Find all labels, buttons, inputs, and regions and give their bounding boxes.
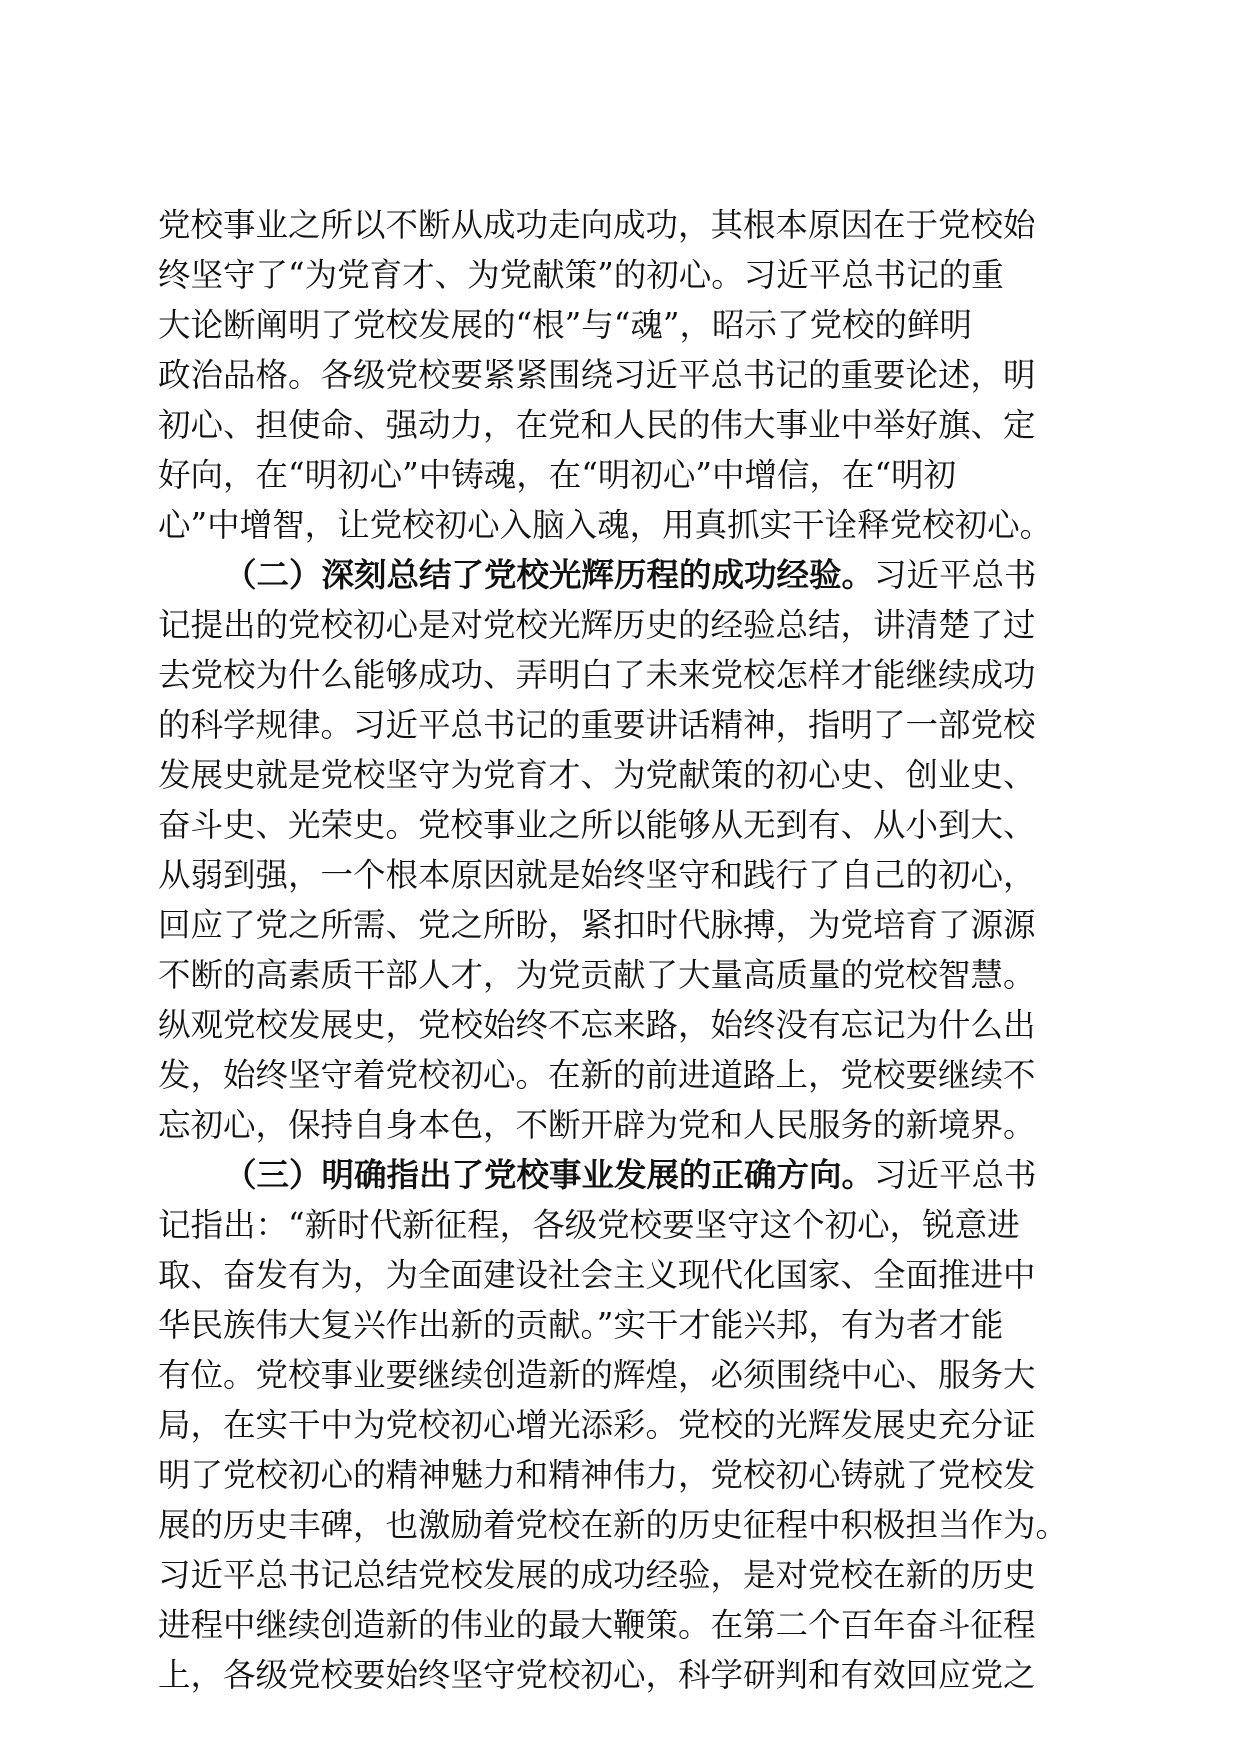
text-line: 取、奋发有为，为全面建设社会主义现代化国家、全面推进中 (158, 1256, 1036, 1294)
text-run: 习近平总书 (874, 556, 1037, 594)
text-line: 纵观党校发展史，党校始终不忘来路，始终没有忘记为什么出 (158, 1006, 1036, 1044)
text-line: 有位。党校事业要继续创造新的辉煌，必须围绕中心、服务大 (158, 1356, 1036, 1394)
paragraph-first-line (158, 550, 1098, 600)
text-line: 展的历史丰碑，也激励着党校在新的历史征程中积极担当作为。 (158, 1506, 1069, 1544)
document-body (158, 200, 1098, 1700)
text-run: 习近平总书 (874, 1156, 1037, 1194)
text-line: 奋斗史、光荣史。党校事业之所以能够从无到有、从小到大、 (158, 806, 1036, 844)
text-line: 记指出：“新时代新征程，各级党校要坚守这个初心，锐意进 (158, 1206, 1020, 1244)
text-line: 记提出的党校初心是对党校光辉历史的经验总结，讲清楚了过 (158, 606, 1036, 644)
text-line: 好向，在“明初心”中铸魂，在“明初心”中增信，在“明初 (158, 456, 957, 494)
text-line: 从弱到强，一个根本原因就是始终坚守和践行了自己的初心， (158, 856, 1036, 894)
text-line: 忘初心，保持自身本色，不断开辟为党和人民服务的新境界。 (158, 1106, 1036, 1144)
text-line: 明了党校初心的精神魅力和精神伟力，党校初心铸就了党校发 (158, 1456, 1036, 1494)
text-line: 大论断阐明了党校发展的“根”与“魂”，昭示了党校的鲜明 (158, 306, 972, 344)
text-line: 的科学规律。习近平总书记的重要讲话精神，指明了一部党校 (158, 706, 1036, 744)
text-line: 习近平总书记总结党校发展的成功经验，是对党校在新的历史 (158, 1556, 1036, 1594)
text-line: 去党校为什么能够成功、弄明白了未来党校怎样才能继续成功 (158, 656, 1036, 694)
text-line: 初心、担使命、强动力，在党和人民的伟大事业中举好旗、定 (158, 406, 1036, 444)
text-line: 心”中增智，让党校初心入脑入魂，用真抓实干诠释党校初心。 (158, 506, 1053, 544)
text-line: 发，始终坚守着党校初心。在新的前进道路上，党校要继续不 (158, 1056, 1036, 1094)
text-line: 政治品格。各级党校要紧紧围绕习近平总书记的重要论述，明 (158, 356, 1036, 394)
paragraph (158, 1150, 1098, 1700)
text-line: 上，各级党校要始终坚守党校初心，科学研判和有效回应党之 (158, 1656, 1036, 1694)
text-line: 党校事业之所以不断从成功走向成功，其根本原因在于党校始 (158, 206, 1036, 244)
text-line: 回应了党之所需、党之所盼，紧扣时代脉搏，为党培育了源源 (158, 906, 1036, 944)
text-line: 进程中继续创造新的伟业的最大鞭策。在第二个百年奋斗征程 (158, 1606, 1036, 1644)
paragraph (158, 200, 1098, 550)
paragraph (158, 550, 1098, 1150)
section-heading: （二）深刻总结了党校光辉历程的成功经验。 (224, 555, 875, 594)
section-heading: （三）明确指出了党校事业发展的正确方向。 (224, 1155, 875, 1194)
text-line: 局，在实干中为党校初心增光添彩。党校的光辉发展史充分证 (158, 1406, 1036, 1444)
text-line: 不断的高素质干部人才，为党贡献了大量高质量的党校智慧。 (158, 956, 1036, 994)
text-line: 终坚守了“为党育才、为党献策”的初心。习近平总书记的重 (158, 256, 1004, 294)
text-line: 发展史就是党校坚守为党育才、为党献策的初心史、创业史、 (158, 756, 1036, 794)
paragraph-first-line (158, 1150, 1098, 1200)
text-line: 华民族伟大复兴作出新的贡献。”实干才能兴邦，有为者才能 (158, 1306, 1004, 1344)
